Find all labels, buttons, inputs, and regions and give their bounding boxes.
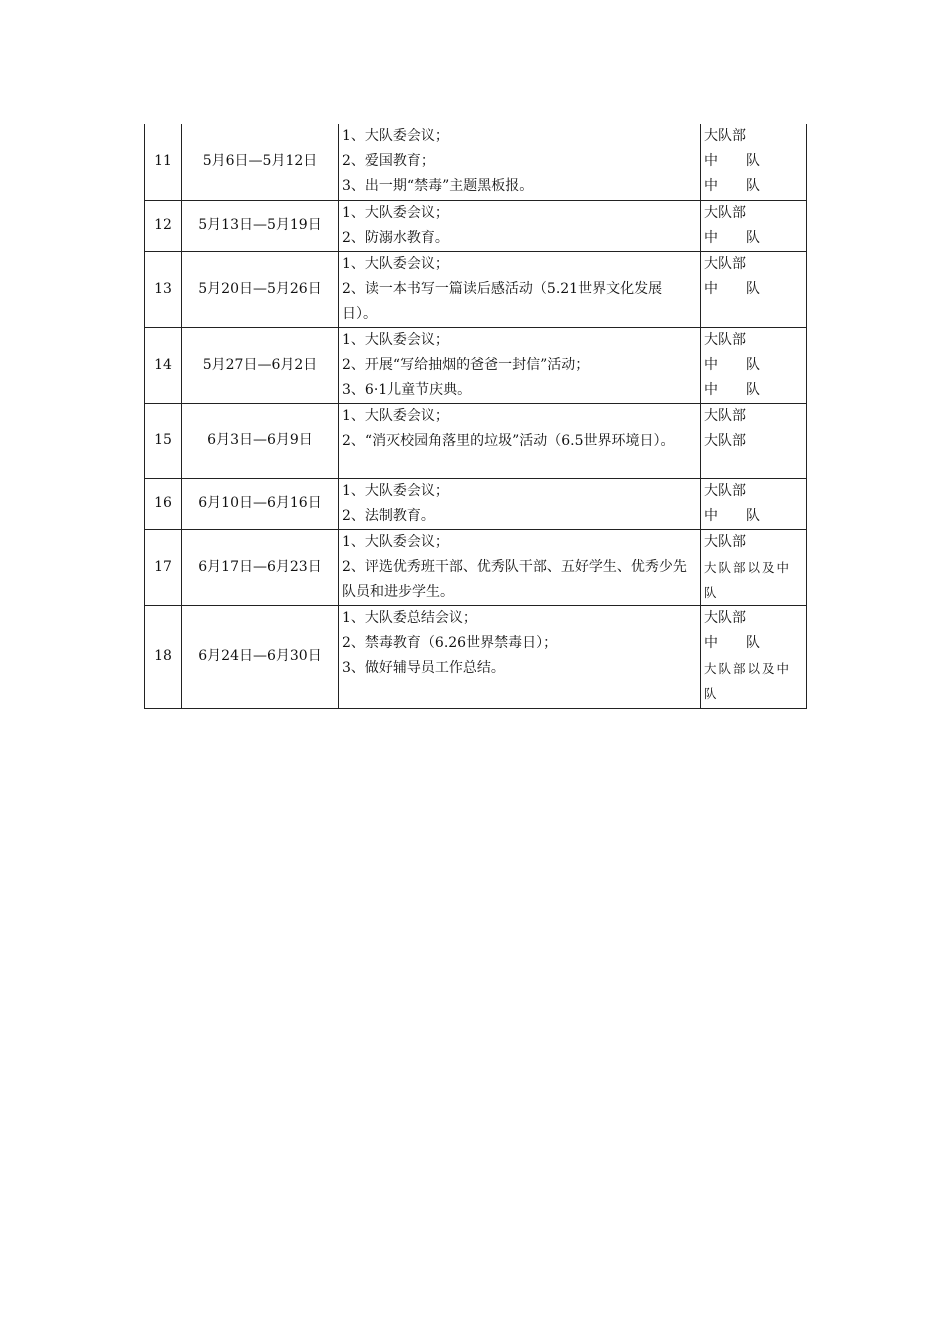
activity-item: 2、评选优秀班干部、优秀队干部、五好学生、优秀少先队员和进步学生。 — [342, 558, 687, 600]
activity-item: 2、“消灭校园角落里的垃圾”活动（6.5世界环境日）。 — [342, 432, 675, 449]
week-number: 17 — [145, 529, 182, 605]
activity-item: 1、大队委会议； — [342, 331, 449, 348]
activities-cell — [339, 124, 701, 200]
responsible-item: 中 队 — [704, 381, 760, 398]
table-row — [145, 478, 807, 529]
table-row — [145, 200, 807, 251]
responsible-item: 中 队 — [704, 356, 760, 373]
table-row — [145, 529, 807, 605]
table-row — [145, 605, 807, 708]
activities-cell — [339, 529, 701, 605]
responsible-cell — [701, 327, 807, 403]
table-row — [145, 124, 807, 200]
activity-item: 1、大队委会议； — [342, 407, 449, 424]
responsible-cell — [701, 403, 807, 478]
responsible-item: 大队部以及中队 — [704, 660, 792, 701]
activity-item: 2、法制教育。 — [342, 507, 435, 524]
table-row — [145, 403, 807, 478]
activity-item: 2、读一本书写一篇读后感活动（5.21世界文化发展日）。 — [342, 280, 663, 322]
responsible-cell — [701, 478, 807, 529]
responsible-item: 中 队 — [704, 507, 760, 524]
responsible-item: 中 队 — [704, 178, 760, 194]
activity-item: 2、禁毒教育（6.26世界禁毒日）； — [342, 634, 558, 651]
week-number: 18 — [145, 605, 182, 708]
activity-item: 3、6·1儿童节庆典。 — [342, 381, 472, 398]
activities-cell — [339, 605, 701, 708]
date-range: 6月24日—6月30日 — [182, 605, 339, 708]
table-row — [145, 327, 807, 403]
responsible-item: 中 队 — [704, 229, 760, 246]
date-range: 5月6日—5月12日 — [182, 124, 339, 200]
activity-item: 1、大队委会议； — [342, 482, 449, 499]
activity-item: 2、爱国教育； — [342, 153, 435, 169]
week-number: 16 — [145, 478, 182, 529]
responsible-item: 大队部 — [704, 255, 746, 272]
responsible-cell — [701, 200, 807, 251]
date-range: 6月17日—6月23日 — [182, 529, 339, 605]
activity-item: 3、出一期“禁毒”主题黑板报。 — [342, 178, 534, 194]
responsible-item: 大队部 — [704, 204, 746, 221]
activity-item: 2、开展“写给抽烟的爸爸一封信”活动； — [342, 356, 590, 373]
responsible-cell — [701, 529, 807, 605]
responsible-cell — [701, 605, 807, 708]
week-number: 12 — [145, 200, 182, 251]
week-number: 13 — [145, 251, 182, 327]
table-row — [145, 251, 807, 327]
responsible-item: 中 队 — [704, 280, 760, 297]
responsible-item: 大队部 — [704, 128, 746, 144]
week-number: 11 — [145, 124, 182, 200]
activities-cell — [339, 403, 701, 478]
responsible-item: 大队部 — [704, 432, 746, 449]
activity-item: 2、防溺水教育。 — [342, 229, 449, 246]
activities-cell — [339, 200, 701, 251]
activity-item: 1、大队委会议； — [342, 204, 449, 221]
activity-item: 1、大队委会议； — [342, 255, 449, 272]
week-number: 15 — [145, 403, 182, 478]
responsible-cell — [701, 251, 807, 327]
responsible-item: 大队部 — [704, 609, 746, 626]
responsible-cell — [701, 124, 807, 200]
responsible-item: 大队部 — [704, 533, 746, 550]
schedule-body — [145, 124, 807, 708]
activities-cell — [339, 327, 701, 403]
activity-item: 3、做好辅导员工作总结。 — [342, 659, 505, 676]
responsible-item: 中 队 — [704, 153, 760, 169]
week-number: 14 — [145, 327, 182, 403]
responsible-item: 中 队 — [704, 634, 760, 651]
date-range: 5月13日—5月19日 — [182, 200, 339, 251]
responsible-item: 大队部 — [704, 407, 746, 424]
date-range: 5月27日—6月2日 — [182, 327, 339, 403]
activities-cell — [339, 251, 701, 327]
responsible-item: 大队部 — [704, 482, 746, 499]
activity-item: 1、大队委会议； — [342, 128, 449, 144]
responsible-item: 大队部以及中队 — [704, 559, 792, 600]
date-range: 6月10日—6月16日 — [182, 478, 339, 529]
activity-item: 1、大队委总结会议； — [342, 609, 477, 626]
activities-cell — [339, 478, 701, 529]
activity-item: 1、大队委会议； — [342, 533, 449, 550]
activity-schedule-table — [144, 124, 807, 709]
date-range: 5月20日—5月26日 — [182, 251, 339, 327]
date-range: 6月3日—6月9日 — [182, 403, 339, 478]
responsible-item: 大队部 — [704, 331, 746, 348]
